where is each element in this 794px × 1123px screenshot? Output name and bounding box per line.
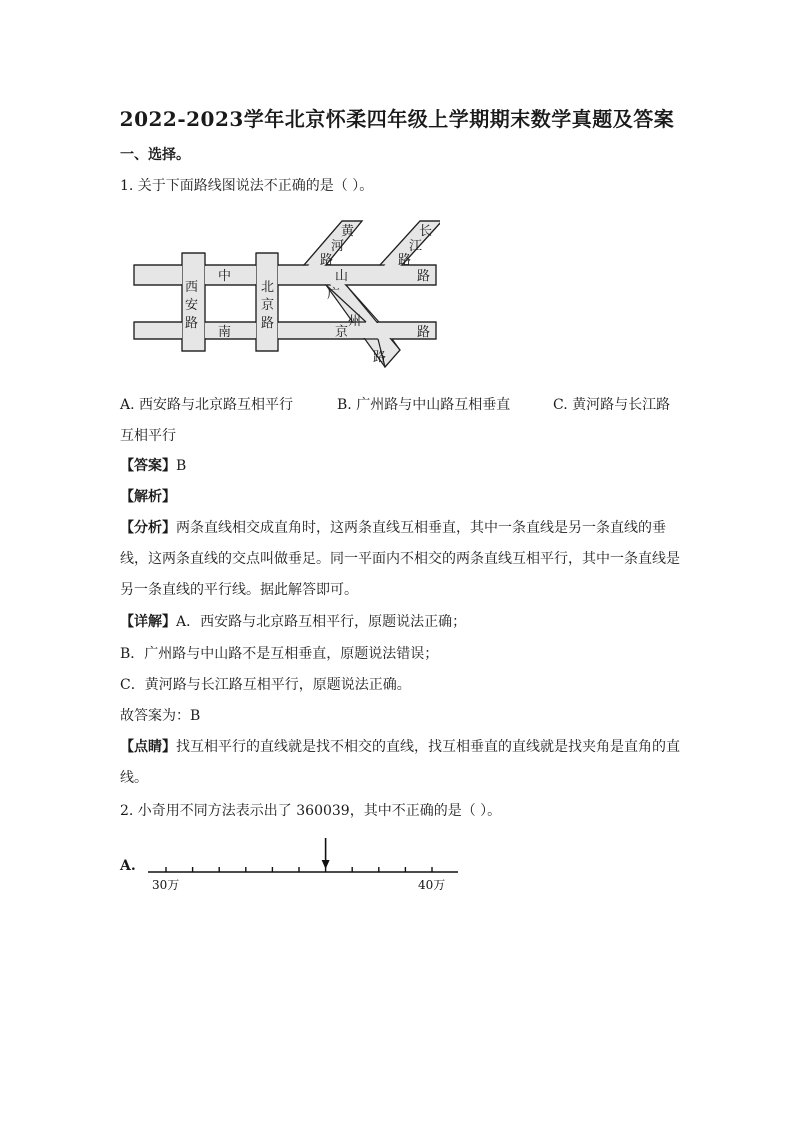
map-label-huang: 黄	[341, 224, 355, 239]
xiangjie-c: C．黄河路与长江路互相平行，原题说法正确。	[120, 677, 411, 693]
map-label-jiang: 江	[409, 239, 423, 254]
xiangjie-a-text: A．西安路与北京路互相平行，原题说法正确；	[176, 614, 467, 630]
map-label-he: 河	[331, 239, 345, 254]
dianjing-text: 找互相平行的直线就是找不相交的直线，找互相垂直的直线就是找夹角是直角的直线。	[120, 739, 680, 786]
number-line-start-label: 30万	[152, 878, 180, 892]
dianjing-tag: 【点睛】	[120, 739, 176, 755]
map-label-lu-nj: 路	[373, 350, 387, 365]
xiangjie-tag: 【详解】	[120, 614, 176, 630]
map-label-nan: 南	[218, 325, 232, 340]
question-2-stem: 2. 小奇用不同方法表示出了 360039，其中不正确的是（ ）。	[120, 803, 502, 819]
map-label-chang: 长	[419, 224, 433, 239]
answer-value: B	[176, 458, 187, 474]
map-label-shan: 山	[335, 269, 349, 284]
route-map-figure	[130, 215, 440, 370]
analysis-tag: 【解析】	[120, 489, 176, 505]
map-label-jing2: 京	[335, 325, 349, 340]
section-heading: 一、选择。	[120, 147, 190, 163]
question-1-stem: 1. 关于下面路线图说法不正确的是（ ）。	[120, 178, 374, 194]
map-label-zhou: 州	[348, 314, 362, 329]
number-line-end-label: 40万	[418, 878, 446, 892]
answer-line	[120, 456, 186, 476]
dianjing-paragraph	[120, 732, 680, 794]
map-label-lu-hh: 路	[320, 253, 334, 268]
map-label-an: 安	[185, 298, 199, 313]
q2-option-a-label: A.	[120, 858, 136, 874]
map-label-zhong: 中	[218, 269, 232, 284]
map-label-bei: 北	[261, 280, 275, 295]
document-title: 2022-2023学年北京怀柔四年级上学期期末数学真题及答案	[119, 107, 675, 131]
option-b: B. 广州路与中山路互相垂直	[337, 397, 511, 413]
fenxi-paragraph	[120, 513, 680, 606]
fenxi-tag: 【分析】	[120, 520, 176, 536]
number-line-arrow-head	[322, 860, 330, 869]
fenxi-text: 两条直线相交成直角时，这两条直线互相垂直，其中一条直线是另一条直线的垂线，这两条直线的交点叫做垂足。同一平面内不相交的两条直线互相平行，其中一条直线是另一条直线的平行线。据此解答即可。	[120, 520, 680, 598]
map-label-xi: 西	[185, 280, 199, 295]
map-label-lu-zs: 路	[417, 269, 431, 284]
map-label-lu-bj: 路	[261, 316, 275, 331]
map-label-guang: 广	[327, 287, 341, 302]
option-c: C. 黄河路与长江路	[553, 397, 671, 413]
xiangjie-a	[120, 612, 466, 632]
option-a: A. 西安路与北京路互相平行	[120, 397, 294, 413]
map-label-jing: 京	[261, 298, 275, 313]
option-c-continued: 互相平行	[120, 428, 176, 444]
final-answer: 故答案为：B	[120, 708, 201, 724]
map-label-lu-cj: 路	[398, 253, 412, 268]
xiangjie-b: B．广州路与中山路不是互相垂直，原题说法错误；	[120, 646, 439, 662]
answer-tag: 【答案】	[120, 458, 176, 474]
number-line	[140, 836, 470, 896]
map-label-lu-xian: 路	[185, 316, 199, 331]
map-label-lu-gz: 路	[417, 325, 431, 340]
